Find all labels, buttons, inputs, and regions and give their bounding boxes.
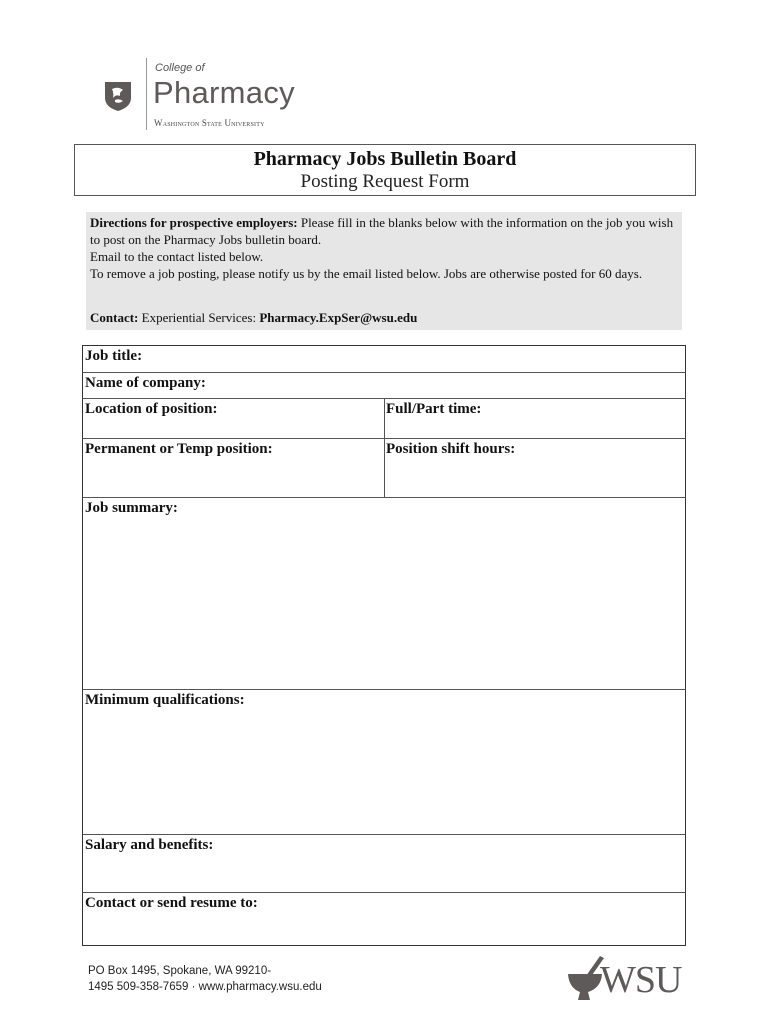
logo-college-of: College of xyxy=(155,62,205,74)
contact-dept: Experiential Services: xyxy=(141,310,257,325)
summary-label: Job summary: xyxy=(85,500,178,516)
wsu-logo-text: WSU xyxy=(600,959,682,1001)
shift-hours-label: Position shift hours: xyxy=(386,441,516,457)
company-label: Name of company: xyxy=(85,375,206,391)
full-part-label: Full/Part time: xyxy=(386,401,482,417)
logo-university: Washington State University xyxy=(154,118,265,128)
directions-lead: Directions for prospective employers: xyxy=(90,215,298,230)
directions-line3: To remove a job posting, please notify us by the email listed below. Jobs are otherwise posted for 60 days. xyxy=(90,266,643,281)
directions-panel xyxy=(86,212,682,330)
contact-resume-label: Contact or send resume to: xyxy=(85,895,258,911)
row-qualifications[interactable] xyxy=(83,690,685,835)
row-contact[interactable] xyxy=(83,893,685,945)
directions-line1: Please fill in the blanks below with the information on the job you wish to post on the Pharmacy Jobs bulletin board. xyxy=(90,215,674,247)
wsu-shield-icon xyxy=(104,80,132,112)
column-divider xyxy=(384,399,385,438)
row-summary[interactable] xyxy=(83,498,685,690)
directions-text xyxy=(90,214,674,282)
contact-email[interactable]: Pharmacy.ExpSer@wsu.edu xyxy=(259,310,418,325)
page-subtitle: Posting Request Form xyxy=(300,171,470,192)
contact-label: Contact: xyxy=(90,310,139,325)
row-perm-temp xyxy=(83,439,685,498)
address-line1: PO Box 1495, Spokane, WA 99210- xyxy=(88,965,272,977)
perm-temp-label: Permanent or Temp position: xyxy=(85,441,273,457)
salary-label: Salary and benefits: xyxy=(85,837,214,853)
page-title: Pharmacy Jobs Bulletin Board xyxy=(253,148,517,170)
column-divider xyxy=(384,439,385,497)
directions-line2: Email to the contact listed below. xyxy=(90,249,264,264)
college-logo xyxy=(104,58,304,130)
job-title-label: Job title: xyxy=(85,348,143,364)
posting-form xyxy=(82,345,686,946)
row-salary[interactable] xyxy=(83,835,685,893)
footer-address xyxy=(88,963,322,995)
qualifications-label: Minimum qualifications: xyxy=(85,692,245,708)
row-job-title[interactable] xyxy=(83,346,685,373)
logo-divider xyxy=(146,58,147,130)
row-company[interactable] xyxy=(83,373,685,399)
logo-pharmacy: Pharmacy xyxy=(153,75,295,110)
wsu-logo xyxy=(566,954,686,1004)
address-line2: 1495 509-358-7659 · www.pharmacy.wsu.edu xyxy=(88,981,322,993)
location-label: Location of position: xyxy=(85,401,218,417)
contact-line xyxy=(90,309,417,326)
row-location xyxy=(83,399,685,439)
title-box xyxy=(74,144,696,196)
